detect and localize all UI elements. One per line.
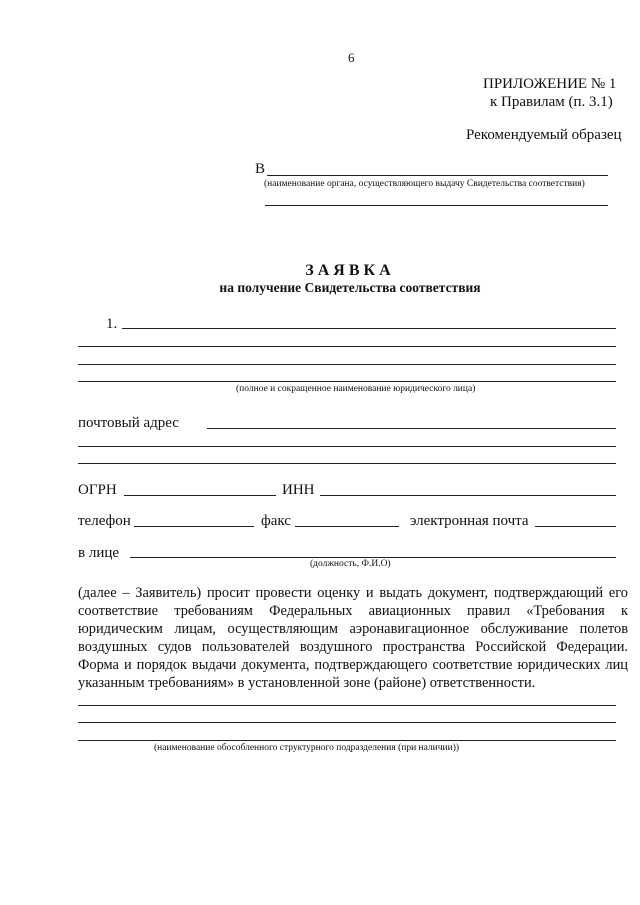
represented-by-caption: (должность, Ф.И.О) [310,559,391,569]
phone-line[interactable] [134,526,254,527]
document-subtitle: на получение Свидетельства соответствия [219,280,481,295]
recipient-line-2[interactable] [265,205,608,206]
entity-name-line-2[interactable] [78,346,616,347]
postal-address-label: почтовый адрес [78,415,179,431]
represented-by-line[interactable] [130,557,616,558]
recipient-caption: (наименование органа, осуществляющего выдачу Свидетельства соответствия) [264,179,585,189]
postal-address-line-1[interactable] [207,428,616,429]
page-number: 6 [348,50,355,65]
ogrn-line[interactable] [124,495,276,496]
appendix-reference: к Правилам (п. 3.1) [490,94,613,110]
inn-label: ИНН [282,482,315,498]
email-label: электронная почта [410,513,529,529]
fax-label: факс [261,513,291,529]
division-caption: (наименование обособленного структурного подразделения (при наличии)) [154,743,460,753]
phone-label: телефон [78,513,131,529]
entity-name-line-3[interactable] [78,364,616,365]
email-line[interactable] [535,526,616,527]
sample-note: Рекомендуемый образец [466,127,622,143]
postal-address-line-3[interactable] [78,463,616,464]
recipient-prefix: В [255,161,266,177]
entity-name-line-1[interactable] [122,328,616,329]
ogrn-label: ОГРН [78,482,117,498]
appendix-title: ПРИЛОЖЕНИЕ № 1 [483,76,617,92]
fax-line[interactable] [295,526,399,527]
inn-line[interactable] [320,495,616,496]
document-title: ЗАЯВКА [305,262,395,279]
division-line-2[interactable] [78,722,616,723]
application-body-text: (далее – Заявитель) просит провести оценку и выдать документ, подтверждающий его соответствие требованиям Федеральных авиационных правил «Требования к юридическим лицам, осуществляющим аэронавигационное обслуживание полетов воздушных судов пользователей воздушного пространства Российской Федерации. Форма и порядок выдачи документа, подтверждающего соответствие юридических лиц указанным требованиям» в установленной зоне (районе) ответственности. [78,585,628,691]
entity-name-line-4[interactable] [78,381,616,382]
entity-name-caption: (полное и сокращенное наименование юридического лица) [236,384,476,394]
represented-by-label: в лице [78,545,120,561]
postal-address-line-2[interactable] [78,446,616,447]
division-line-3[interactable] [78,740,616,741]
section-number: 1. [106,316,118,332]
recipient-line[interactable] [267,175,608,176]
division-line-1[interactable] [78,705,616,706]
